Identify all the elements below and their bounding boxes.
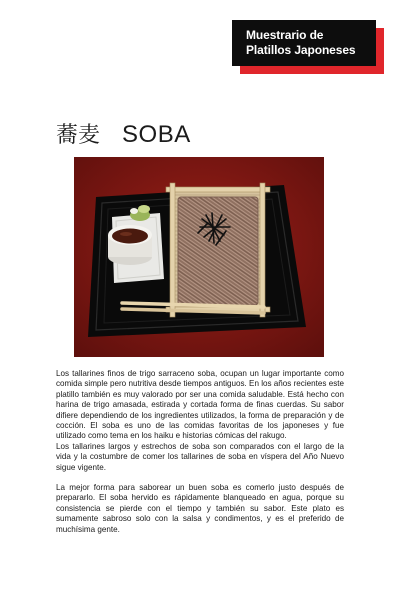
dish-kanji: 蕎麦 xyxy=(56,123,101,148)
paragraph-serving: La mejor forma para saborear un buen soba es comerlo justo después de prepararlo. El soba hervido es rápidamente blanqueado en agua, porque su consistencia se pierde con el tiempo y también su sabor. Este plato es sumamente sabroso solo con la salsa y condimentos, y es el preferido de muchísima gente. xyxy=(56,483,344,534)
badge-line-2: Platillos Japoneses xyxy=(246,43,356,57)
article-body xyxy=(56,369,344,535)
badge-title xyxy=(232,20,376,66)
badge-line-1: Muestrario de xyxy=(246,28,324,42)
soba-photo xyxy=(74,157,324,357)
header-badge xyxy=(232,20,384,74)
soba-noodles xyxy=(178,197,258,305)
paragraph-intro: Los tallarines finos de trigo sarraceno soba, ocupan un lugar importante como comida simple pero nutritiva desde tiempos antiguos. En los años recientes este platillo también es muy valorado por ser una comida saludable. Está hecho con harina de trigo amasada, estirada y cortada forma de finas cuerdas. Su sabor difiere dependiendo de los ingredientes utilizados, la forma de preparación y de cocción. El soba es uno de las comidas favoritas de los japoneses y fue utilizado como tema en los haiku e historias cómicas del rakugo. xyxy=(56,369,344,441)
soba-photo-illustration xyxy=(74,157,324,357)
page-title xyxy=(56,118,191,148)
dish-name: SOBA xyxy=(122,121,191,148)
dipping-sauce xyxy=(112,229,148,244)
paragraph-new-year: Los tallarines largos y estrechos de soba son comparados con el largo de la vida y la costumbre de comer los tallarines de soba en víspera del Año Nuevo sigue vigente. xyxy=(56,441,344,472)
